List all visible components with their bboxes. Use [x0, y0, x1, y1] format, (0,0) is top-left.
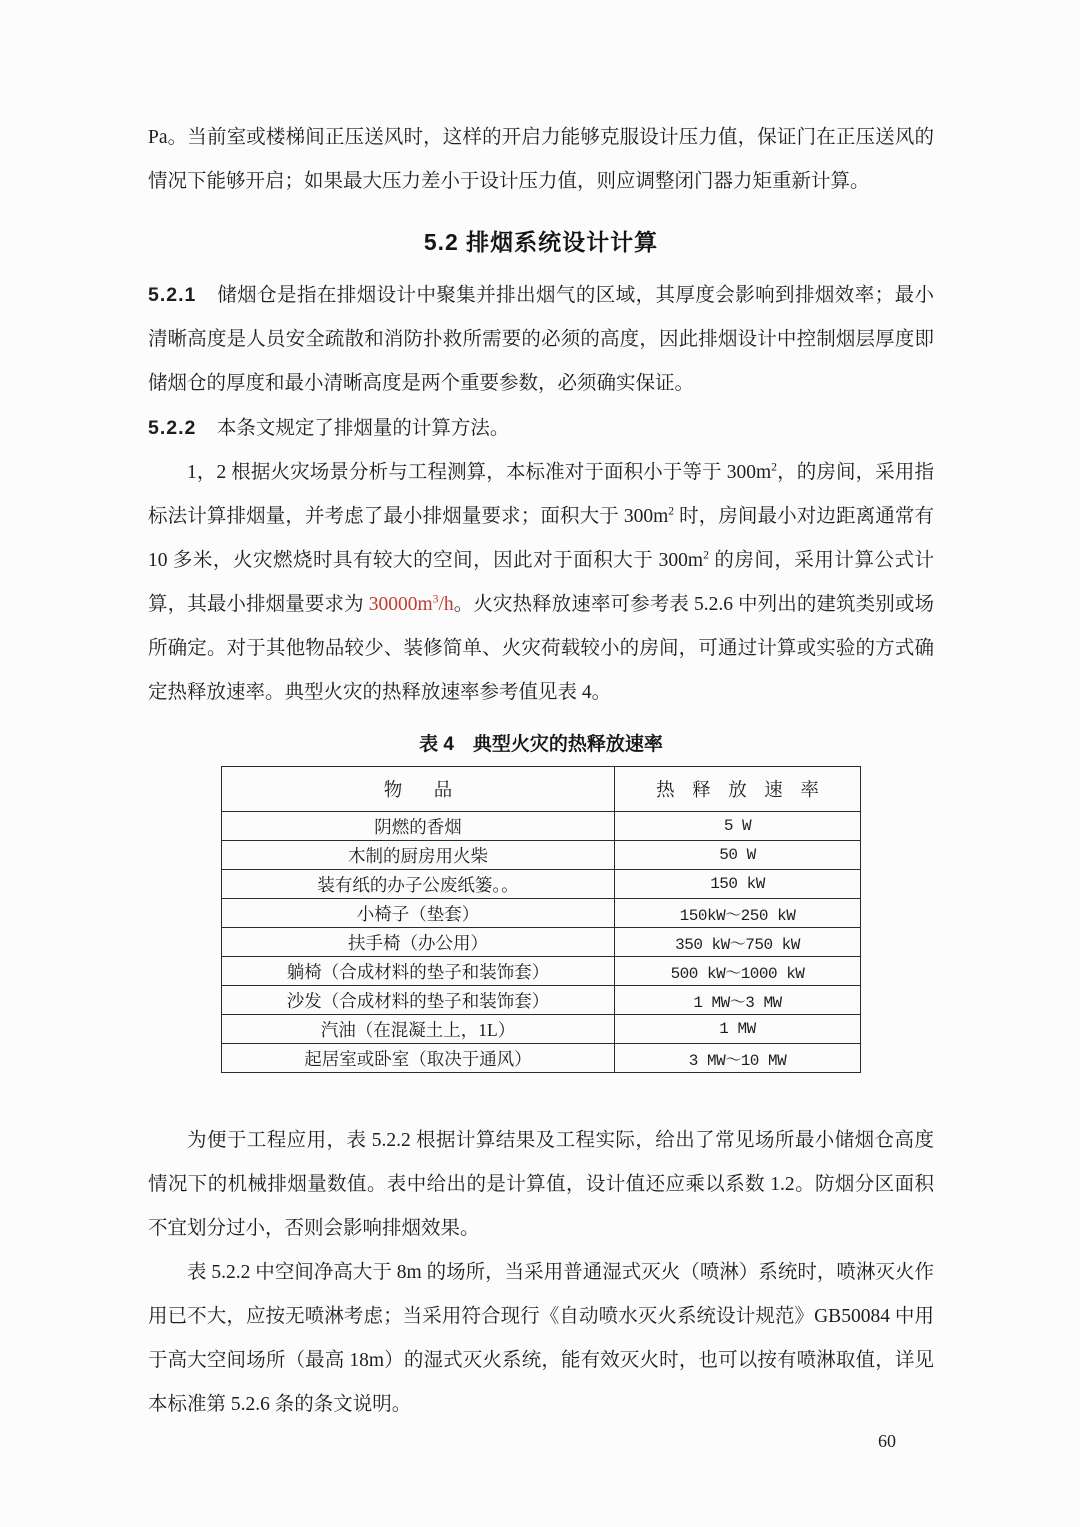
- heat-release-rate-table: [221, 766, 861, 1073]
- paragraph-sprinkler-note: 表 5.2.2 中空间净高大于 8m 的场所，当采用普通湿式灭火（喷淋）系统时，喷淋灭火作用已不大，应按无喷淋考虑；当采用符合现行《自动喷水灭火系统设计规范》GB50084 中用于高大空间场所（最高 18m）的湿式灭火系统，能有效灭火时，也可以按有喷淋取值，详见本标准第 5.2.6 条的条文说明。: [148, 1262, 934, 1415]
- table-cell-rate: 1 MW: [614, 1015, 860, 1044]
- table-header-row: [222, 767, 861, 812]
- page-number: 60: [878, 1431, 896, 1451]
- table-4-caption: 表 4 典型火灾的热释放速率: [419, 734, 663, 755]
- table-row: [222, 841, 861, 870]
- text-run: ，的房间，采用指标法计算排烟量，并考虑了最小排烟量要求；面积大于 300m: [148, 462, 934, 527]
- text-run: 的房间，采用计算公式计算，其最小排烟量要求为: [148, 550, 934, 615]
- table-cell-item: 起居室或卧室（取决于通风）: [222, 1044, 615, 1073]
- highlighted-exhaust-rate: 30000m: [368, 594, 433, 615]
- table-cell-rate: 500 kW～1000 kW: [614, 957, 860, 986]
- table-cell-item: 扶手椅（办公用）: [222, 928, 615, 957]
- section-heading-5-2: 5.2 排烟系统设计计算: [423, 229, 659, 255]
- table-cell-item: 躺椅（合成材料的垫子和装饰套）: [222, 957, 615, 986]
- clause-5-2-2: [148, 406, 934, 451]
- table-cell-rate: 5 W: [614, 812, 860, 841]
- table-cell-item: 装有纸的办子公废纸篓。。: [222, 870, 615, 899]
- text-run: 2: [703, 548, 709, 562]
- table-row: [222, 870, 861, 899]
- text-run: 。火灾热释放速率可参考表 5.2.6 中列出的建筑类别或场所确定。对于其他物品较少、装修简单、火灾荷载较小的房间，可通过计算或实验的方式确定热释放速率。典型火灾的热释放速率参考值见表 4。: [148, 594, 934, 703]
- paragraph-smoke-extraction-calculation: [148, 451, 934, 715]
- table-row: [222, 957, 861, 986]
- paragraph-engineering-application: 为便于工程应用，表 5.2.2 根据计算结果及工程实际，给出了常见场所最小储烟仓高度情况下的机械排烟量数值。表中给出的是计算值，设计值还应乘以系数 1.2。防烟分区面积不宜划分过小，否则会影响排烟效果。: [148, 1130, 934, 1239]
- highlighted-exhaust-rate: /h: [438, 594, 454, 615]
- text-run: 1，2 根据火灾场景分析与工程测算，本标准对于面积小于等于 300m: [187, 462, 772, 483]
- table-cell-rate: 350 kW～750 kW: [614, 928, 860, 957]
- table-cell-item: 沙发（合成材料的垫子和装饰套）: [222, 986, 615, 1015]
- clause-number: 5.2.1: [148, 284, 197, 306]
- table-cell-rate: 50 W: [614, 841, 860, 870]
- table-row: [222, 1044, 861, 1073]
- table-cell-item: 木制的厨房用火柴: [222, 841, 615, 870]
- clause-text: 本条文规定了排烟量的计算方法。: [216, 418, 510, 439]
- table-row: [222, 899, 861, 928]
- highlighted-exhaust-rate: 3: [432, 592, 439, 606]
- text-run: 2: [668, 504, 675, 518]
- text-run: 时，房间最小对边距离通常有 10 多米，火灾燃烧时具有较大的空间，因此对于面积大于 300m: [148, 506, 934, 571]
- table-header-item: 物 品: [222, 767, 615, 812]
- clause-number: 5.2.2: [148, 417, 197, 439]
- table-cell-item: 小椅子（垫套）: [222, 899, 615, 928]
- text-run: 2: [771, 460, 778, 474]
- table-cell-item: 阴燃的香烟: [222, 812, 615, 841]
- clause-5-2-1: [148, 273, 934, 406]
- table-row: [222, 928, 861, 957]
- table-cell-rate: 150kW～250 kW: [614, 899, 860, 928]
- table-row: [222, 1015, 861, 1044]
- table-row: [222, 812, 861, 841]
- table-cell-rate: 1 MW～3 MW: [614, 986, 860, 1015]
- clause-text: 储烟仓是指在排烟设计中聚集并排出烟气的区域，其厚度会影响到排烟效率；最小清晰高度是人员安全疏散和消防扑救所需要的必须的高度，因此排烟设计中控制烟层厚度即储烟仓的厚度和最小清晰高度是两个重要参数，必须确实保证。: [148, 285, 934, 394]
- table-cell-rate: 3 MW～10 MW: [614, 1044, 860, 1073]
- table-header-rate: 热 释 放 速 率: [614, 767, 860, 812]
- table-cell-rate: 150 kW: [614, 870, 860, 899]
- paragraph-pressurization-note: Pa。当前室或楼梯间正压送风时，这样的开启力能够克服设计压力值，保证门在正压送风的情况下能够开启；如果最大压力差小于设计压力值，则应调整闭门器力矩重新计算。: [148, 127, 934, 192]
- table-row: [222, 986, 861, 1015]
- table-cell-item: 汽油（在混凝土上，1L）: [222, 1015, 615, 1044]
